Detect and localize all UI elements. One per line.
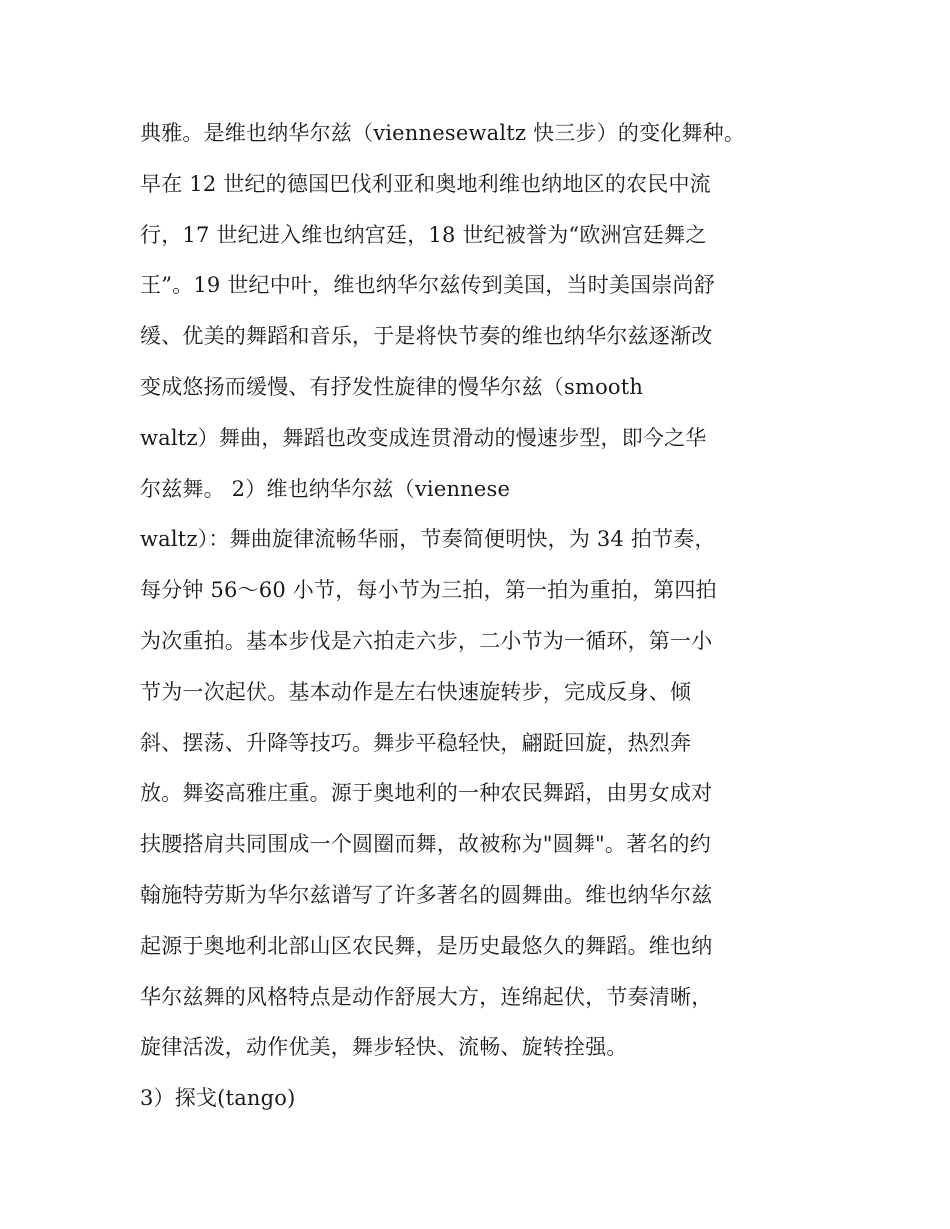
text-line: waltz）：舞曲旋律流畅华丽，节奏简便明快，为 34 拍节奏， <box>140 527 716 552</box>
text-line: 典雅。是维也纳华尔兹（viennesewaltz 快三步）的变化舞种。 <box>140 121 746 145</box>
text-line: 放。舞姿高雅庄重。源于奥地利的一种农民舞蹈，由男女成对 <box>140 781 713 806</box>
text-line: 翰施特劳斯为华尔兹谱写了许多著名的圆舞曲。维也纳华尔兹 <box>140 882 713 907</box>
text-line: 早在 12 世纪的德国巴伐利亚和奥地利维也纳地区的农民中流 <box>140 171 711 196</box>
text-line: 扶腰搭肩共同围成一个圆圈而舞，故被称为"圆舞"。著名的约 <box>140 832 711 857</box>
text-line: 节为一次起伏。基本动作是左右快速旋转步，完成反身、倾 <box>140 679 692 704</box>
text-line: 缓、优美的舞蹈和音乐，于是将快节奏的维也纳华尔兹逐渐改 <box>140 324 713 349</box>
body-text <box>140 108 820 1124</box>
section-heading: 3）探戈(tango) <box>140 1086 296 1111</box>
text-line: 斜、摆荡、升降等技巧。舞步平稳轻快，翩跹回旋，热烈奔 <box>140 730 692 755</box>
text-line: 变成悠扬而缓慢、有抒发性旋律的慢华尔兹（smooth <box>140 374 644 399</box>
text-line: 华尔兹舞的风格特点是动作舒展大方，连绵起伏，节奏清晰， <box>140 984 713 1009</box>
text-line: 尔兹舞。 2）维也纳华尔兹（viennese <box>140 476 511 501</box>
text-line: waltz）舞曲，舞蹈也改变成连贯滑动的慢速步型，即今之华 <box>140 425 707 450</box>
text-line: 王”。19 世纪中叶，维也纳华尔兹传到美国，当时美国崇尚舒 <box>140 273 715 298</box>
text-line: 行，17 世纪进入维也纳宫廷，18 世纪被誉为“欧洲宫廷舞之 <box>140 222 707 247</box>
text-line: 为次重拍。基本步伐是六拍走六步，二小节为一循环，第一小 <box>140 628 713 653</box>
text-line: 起源于奥地利北部山区农民舞，是历史最悠久的舞蹈。维也纳 <box>140 933 713 958</box>
text-line: 旋律活泼，动作优美，舞步轻快、流畅、旋转拴强。 <box>140 1035 628 1060</box>
text-line: 每分钟 56～60 小节，每小节为三拍，第一拍为重拍，第四拍 <box>140 578 717 603</box>
